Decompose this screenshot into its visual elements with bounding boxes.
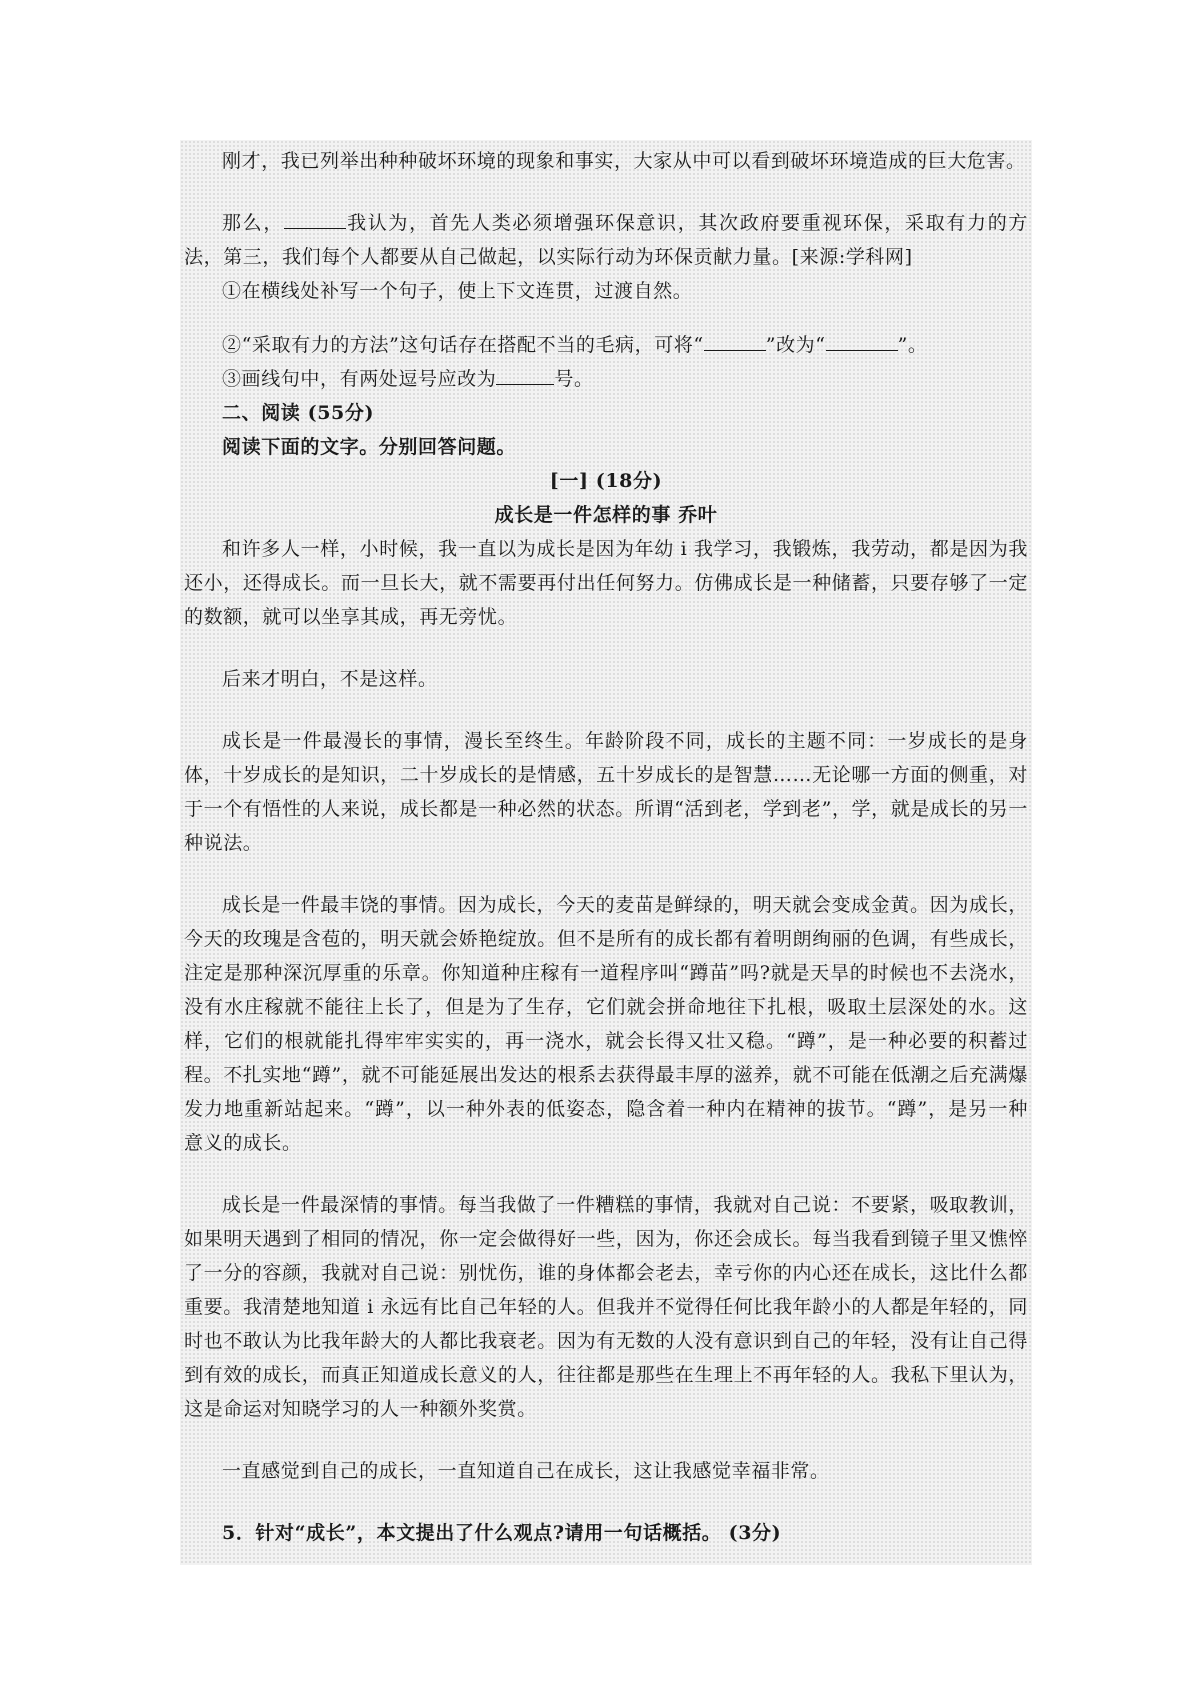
article-paragraph-1: 和许多人一样，小时候，我一直以为成长是因为年幼 i 我学习，我锻炼，我劳动，都是因为我还小，还得成长。而一旦长大，就不需要再付出任何努力。仿佛成长是一种储蓄，只要存够了一定的数额，就可以坐享其成，再无旁忧。 <box>184 538 1028 628</box>
article-paragraph-3: 成长是一件最漫长的事情，漫长至终生。年龄阶段不同，成长的主题不同：一岁成长的是身体，十岁成长的是知识，二十岁成长的是情感，五十岁成长的是智慧……无论哪一方面的侧重，对于一个有悟性的人来说，成长都是一种必然的状态。所谓“活到老，学到老”，学，就是成长的另一种说法。 <box>184 730 1028 854</box>
answer-blank-2[interactable] <box>704 328 766 351</box>
question-3 <box>184 362 1028 396</box>
article-paragraph-6: 一直感觉到自己的成长，一直知道自己在成长，这让我感觉幸福非常。 <box>222 1460 830 1482</box>
question-3-part-b: 号。 <box>554 368 594 390</box>
document-body <box>184 144 1028 1550</box>
part-heading: [一] (18分) <box>549 470 663 492</box>
article-paragraph-5: 成长是一件最深情的事情。每当我做了一件糟糕的事情，我就对自己说：不要紧，吸取教训，如果明天遇到了相同的情况，你一定会做得好一些，因为，你还会成长。每当我看到镜子里又憔悴了一分的容颜，我就对自己说：别忧伤，谁的身体都会老去，幸亏你的内心还在成长，这比什么都重要。我清楚地知道 i 永远有比自己年轻的人。但我并不觉得任何比我年龄小的人都是年轻的，同时也不敢认为比我年龄大的人都比我衰老。因为有无数的人没有意识到自己的年轻，没有让自己得到有效的成长，而真正知道成长意义的人，往往都是那些在生理上不再年轻的人。我私下里认为，这是命运对知晓学习的人一种额外奖赏。 <box>184 1194 1028 1420</box>
intro-lead-text: 那么， <box>222 212 284 234</box>
answer-blank-4[interactable] <box>496 362 554 385</box>
intro-paragraph-2 <box>184 206 1028 274</box>
intro-rest-text: 我认为，首先人类必须增强环保意识，其次政府要重视环保，采取有力的方法，第三，我们每个人都要从自己做起，以实际行动为环保贡献力量。[来源:学科网] <box>184 212 1028 268</box>
section-heading: 二、阅读 (55分) <box>222 402 375 424</box>
article-paragraph-4: 成长是一件最丰饶的事情。因为成长，今天的麦苗是鲜绿的，明天就会变成金黄。因为成长，今天的玫瑰是含苞的，明天就会娇艳绽放。但不是所有的成长都有着明朗绚丽的色调，有些成长，注定是那种深沉厚重的乐章。你知道种庄稼有一道程序叫“蹲苗”吗?就是天旱的时候也不去浇水，没有水庄稼就不能往上长了，但是为了生存，它们就会拼命地往下扎根，吸取土层深处的水。这样，它们的根就能扎得牢牢实实的，再一浇水，就会长得又壮又稳。“蹲”，是一种必要的积蓄过程。不扎实地“蹲”，就不可能延展出发达的根系去获得最丰厚的滋养，就不可能在低潮之后充满爆发力地重新站起来。“蹲”，以一种外表的低姿态，隐含着一种内在精神的拔节。“蹲”，是另一种意义的成长。 <box>184 894 1028 1154</box>
question-2 <box>184 328 1028 362</box>
answer-blank-1[interactable] <box>284 206 346 229</box>
article-title: 成长是一件怎样的事 乔叶 <box>494 504 718 526</box>
question-2-part-c: ”。 <box>897 334 928 356</box>
question-3-part-a: ③画线句中，有两处逗号应改为 <box>222 368 497 390</box>
question-1: ①在横线处补写一个句子，使上下文连贯，过渡自然。 <box>222 280 693 302</box>
question-5: 5．针对“成长”，本文提出了什么观点?请用一句话概括。 (3分) <box>222 1522 782 1544</box>
question-2-part-b: ”改为“ <box>765 334 826 356</box>
article-paragraph-2: 后来才明白，不是这样。 <box>222 668 438 690</box>
section-instruction: 阅读下面的文字。分别回答问题。 <box>222 436 517 458</box>
answer-blank-3[interactable] <box>826 328 898 351</box>
intro-paragraph-1: 刚才，我已列举出种种破坏环境的现象和事实，大家从中可以看到破坏环境造成的巨大危害。 <box>222 150 1026 172</box>
question-2-part-a: ②“采取有力的方法”这句话存在搭配不当的毛病，可将“ <box>222 334 704 356</box>
